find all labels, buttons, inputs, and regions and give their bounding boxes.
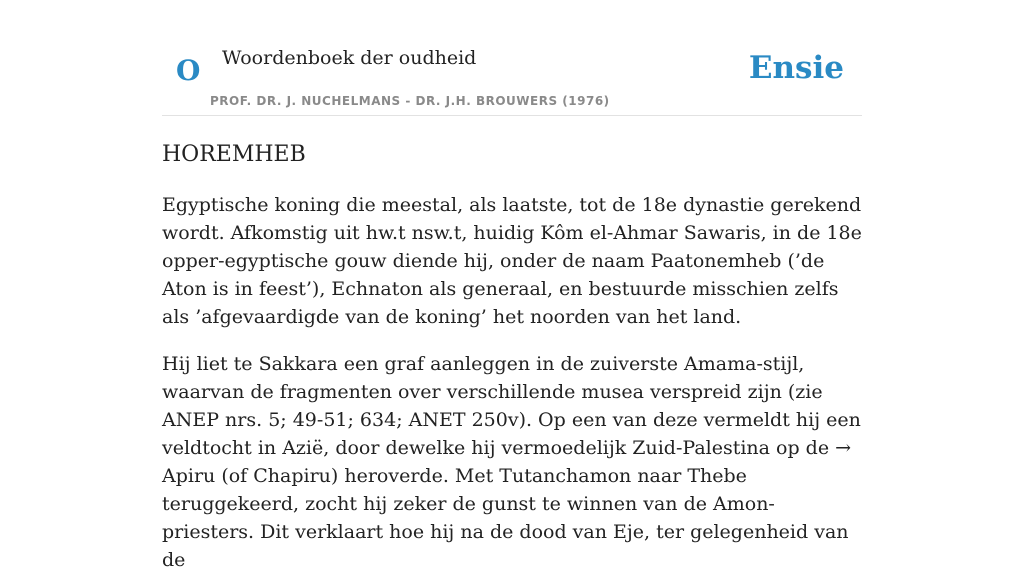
page <box>162 0 862 574</box>
entry-paragraph-1: Egyptische koning die meestal, als laatste, tot de 18e dynastie gerekend wordt. Afkomstig uit hw.t nsw.t, huidig Kôm el-Ahmar Sawaris, in de 18e opper-egyptische gouw diende hij, onder de naam Paatonemheb (’de Aton is in feest’), Echnaton als generaal, en bestuurde misschien zelfs als ’afgevaardigde van de koning’ het noorden van het land. <box>162 194 862 328</box>
book-header <box>162 44 862 116</box>
book-title-link[interactable]: Woordenboek der oudheid <box>222 47 477 69</box>
letter-index-link[interactable]: O <box>176 54 201 87</box>
entry-title: HOREMHEB <box>162 142 306 167</box>
book-authors: PROF. DR. J. NUCHELMANS - DR. J.H. BROUWERS (1976) <box>210 94 610 108</box>
ensie-logo[interactable]: Ensie <box>748 50 844 86</box>
entry-paragraph-2: Hij liet te Sakkara een graf aanleggen in de zuiverste Amama-stijl, waarvan de fragmenten over verschillende musea verspreid zijn (zie ANEP nrs. 5; 49-51; 634; ANET 250v). Op een van deze vermeldt hij een veldtocht in Azië, door dewelke hij vermoedelijk Zuid-Palestina op de → Apiru (of Chapiru) heroverde. Met Tutanchamon naar Thebe teruggekeerd, zocht hij zeker de gunst te winnen van de Amon-priesters. Dit verklaart hoe hij na de dood van Eje, ter gelegenheid van de <box>162 353 861 571</box>
